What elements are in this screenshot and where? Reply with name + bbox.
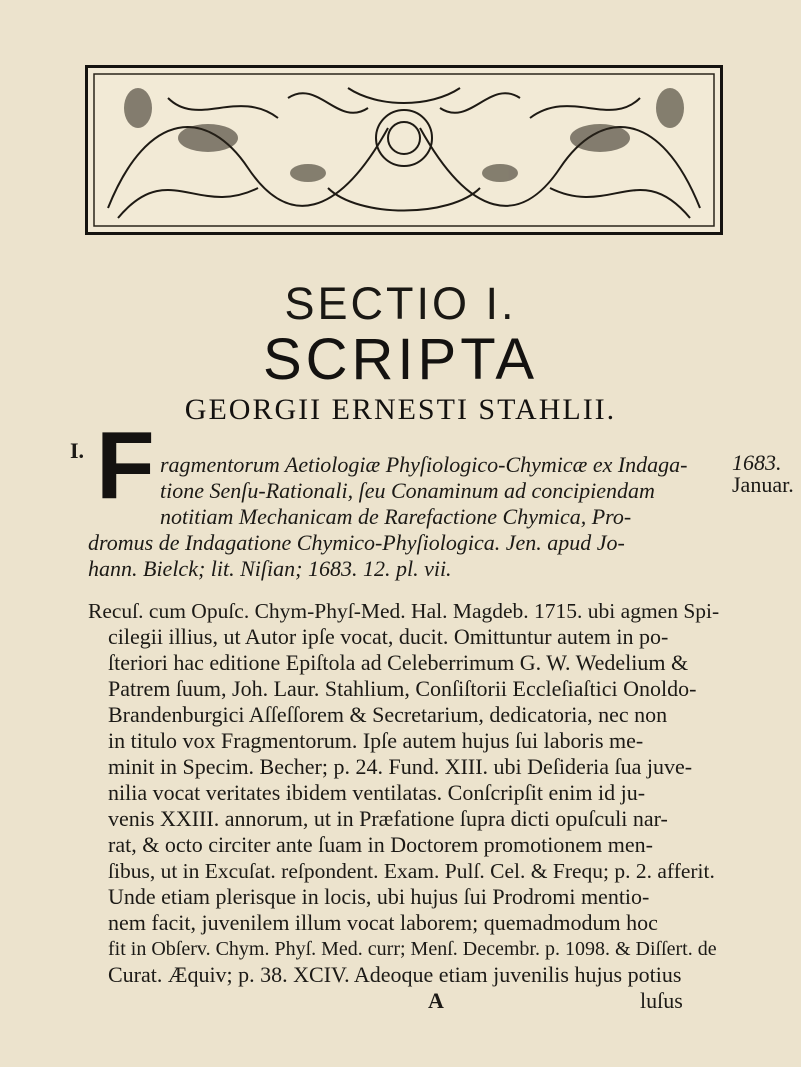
paragraph-line: cilegii illius, ut Autor ipſe vocat, ducit. Omittuntur autem in po-	[108, 624, 669, 649]
margin-month: Januar.	[732, 472, 794, 497]
section-heading: SECTIO I.	[284, 278, 517, 329]
drop-capital: F	[96, 412, 155, 519]
paragraph-line: Curat. Æquiv; p. 38. XCIV. Adeoque etiam juvenilis hujus potius	[108, 962, 682, 987]
paragraph-line: venis XXIII. annorum, ut in Præfatione ſupra dicti opuſculi nar-	[108, 806, 668, 831]
margin-year: 1683.	[732, 450, 782, 475]
paragraph-line: nem facit, juvenilem illum vocat laborem; quemadmodum hoc	[108, 910, 658, 935]
paragraph-line: ſteriori hac editione Epiſtola ad Celeberrimum G. W. Wedelium &	[108, 650, 689, 675]
paragraph-line: nilia vocat veritates ibidem ventilatas. Conſcripſit enim id ju-	[108, 780, 646, 805]
entry-title-line: dromus de Indagatione Chymico-Phyſiologica. Jen. apud Jo-	[88, 530, 625, 555]
entry-title-line: tione Senſu-Rationali, ſeu Conaminum ad concipiendam	[160, 478, 655, 503]
paragraph-line: rat, & octo circiter ante ſuam in Doctorem promotionem men-	[108, 832, 653, 857]
paragraph-line: fit in Obſerv. Chym. Phyſ. Med. curr; Menſ. Decembr. p. 1098. & Diſſert. de	[108, 938, 717, 960]
author-name: GEORGII ERNESTI STAHLII.	[184, 393, 617, 426]
margin-date-note	[732, 452, 794, 496]
signature-mark: A	[428, 988, 444, 1013]
catchword: luſus	[640, 988, 683, 1013]
entry-number: I.	[70, 438, 85, 463]
entry-title-line: notitiam Mechanicam de Rarefactione Chymica, Pro-	[160, 504, 632, 529]
paragraph-line: Unde etiam plerisque in locis, ubi hujus ſui Prodromi mentio-	[108, 884, 650, 909]
paragraph-line: ſibus, ut in Excuſat. reſpondent. Exam. Pulſ. Cel. & Frequ; p. 2. afferit.	[108, 859, 715, 883]
paragraph-line: in titulo vox Fragmentorum. Ipſe autem hujus ſui laboris me-	[108, 728, 644, 753]
ornamental-headpiece	[85, 65, 723, 235]
paragraph-line: minit in Specim. Becher; p. 24. Fund. XIII. ubi Deſideria ſua juve-	[108, 754, 693, 779]
paragraph-line: Brandenburgici Aſſeſſorem & Secretarium, dedicatoria, nec non	[108, 702, 668, 727]
paragraph-line: Recuſ. cum Opuſc. Chym-Phyſ-Med. Hal. Magdeb. 1715. ubi agmen Spi-	[88, 599, 720, 623]
paragraph-line: Patrem ſuum, Joh. Laur. Stahlium, Conſiſtorii Eccleſiaſtici Onoldo-	[108, 676, 697, 701]
entry-title-line: hann. Bielck; lit. Niſian; 1683. 12. pl. vii.	[88, 556, 452, 581]
main-title: SCRIPTA	[262, 327, 539, 392]
entry-title-line: ragmentorum Aetiologiæ Phyſiologico-Chymicæ ex Indaga-	[160, 452, 688, 477]
